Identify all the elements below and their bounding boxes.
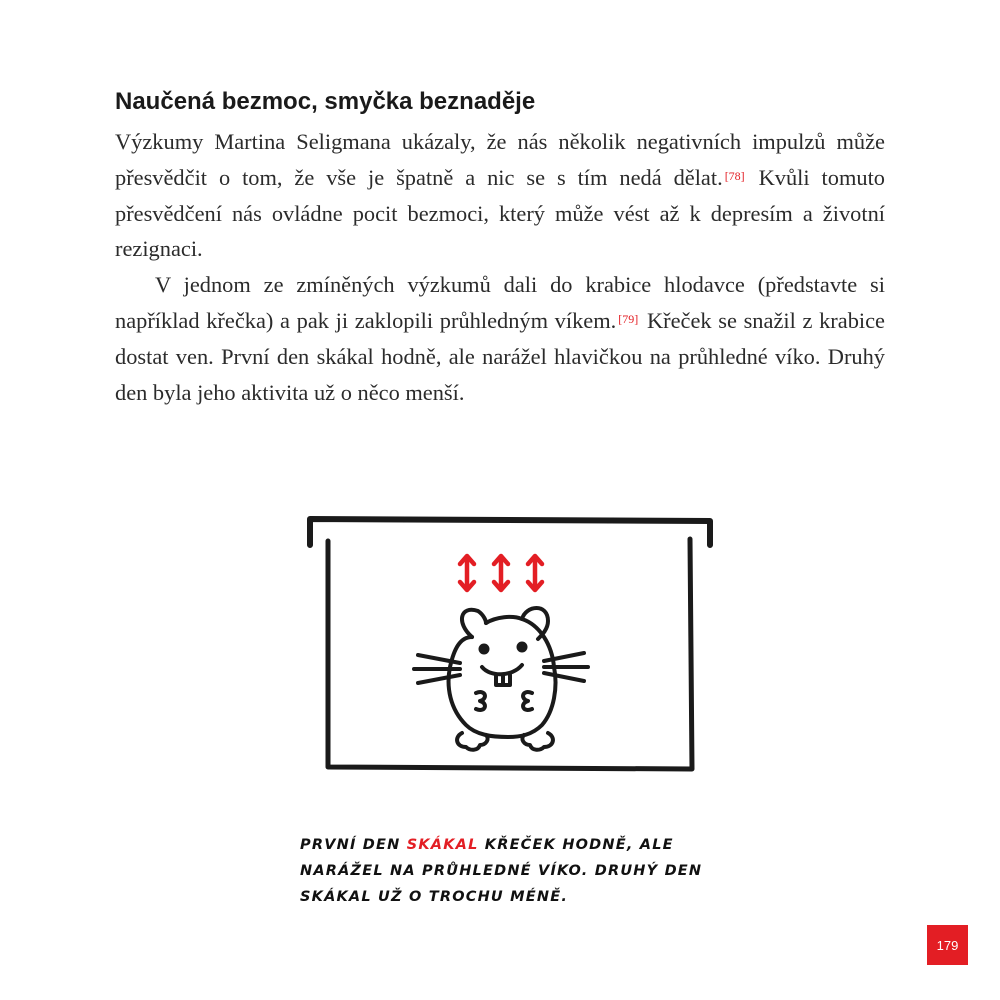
caption-text-cont: KŘEČEK HODNĚ, ALE NARÁŽEL NA PRŮHLEDNÉ VÍKO. DRUHÝ DEN SKÁKAL UŽ O TROCHU MÉNĚ. [300,837,703,905]
page-number: 179 [927,925,968,965]
caption-text: PRVNÍ DEN [300,837,407,853]
paragraph-2 [115,267,885,410]
caption-highlight: SKÁKAL [406,837,479,853]
arrow-middle [494,556,508,590]
paragraph-1-text-cont: Kvůli tomuto přesvědčení nás ovládne pocit bezmoci, který může vést až k depresím a životní rezignaci. [115,164,885,262]
body-text [115,124,885,410]
paragraph-2-text: V jednom ze zmíněných výzkumů dali do krabice hlodavce (představte si například křečka) a pak ji zaklopili průhledným víkem. [115,272,885,333]
paragraph-2-text-cont: Křeček se snažil z krabice dostat ven. První den skákal hodně, ale narážel hlavičkou na průhledné víko. Druhý den byla jeho aktivita už o něco menší. [115,307,885,405]
paragraph-1 [115,124,885,267]
section-heading: Naučená bezmoc, smyčka beznaděje [115,88,536,115]
box-lid [310,519,710,545]
up-down-arrow-icon [460,556,542,590]
box-outline [328,539,692,769]
arrow-left [460,556,474,590]
arrow-right [528,556,542,590]
footnote-ref-79[interactable]: [79] [618,311,639,326]
hamster-icon [414,608,588,750]
paragraph-1-text: Výzkumy Martina Seligmana ukázaly, že nás několik negativních impulzů může přesvědčit o tom, že vše je špatně a nic se s tím nedá dělat. [115,129,885,190]
illustration-caption [300,832,760,910]
footnote-ref-78[interactable]: [78] [724,168,745,183]
hamster-box-illustration [300,505,720,785]
